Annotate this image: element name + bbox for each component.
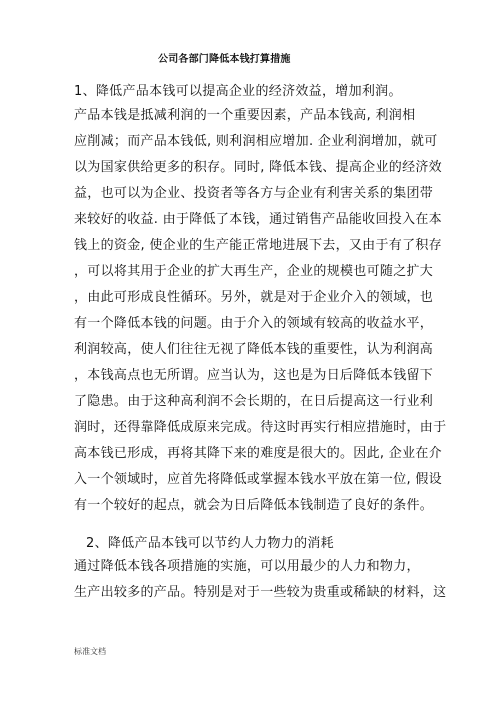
paragraph-line: 入一个领域时，应首先将降低或掌握本钱水平放在第一位, 假设	[74, 472, 442, 487]
paragraph-line: 来较好的收益. 由于降低了本钱，通过销售产品能收回投入在本	[74, 212, 442, 227]
paragraph-line: 了隐患。由于这种高利润不会长期的，在日后提高这一行业利	[74, 394, 434, 409]
paragraph-line: 利润较高，使人们往往无视了降低本钱的重要性，认为利润高	[74, 342, 434, 357]
paragraph-line: 生产出较多的产品。特别是对于一些较为贵重或稀缺的材料，这	[74, 585, 447, 600]
paragraph-line: ，由此可形成良性循环。另外，就是对于企业介入的领域，也	[74, 290, 434, 305]
paragraph-line: 应削减；而产品本钱低, 则利润相应增加. 企业利润增加，就可	[74, 134, 438, 149]
paragraph-line: 润时，还得靠降低成原来完成。待这时再实行相应措施时，由于	[74, 420, 447, 435]
section-heading-2: 2、降低产品本钱可以节约人力物力的消耗	[86, 536, 334, 551]
paragraph-line: 以为国家供给更多的积存。同时, 降低本钱、提高企业的经济效	[74, 160, 442, 175]
paragraph-line: 有一个较好的起点，就会为日后降低本钱制造了良好的条件。	[74, 498, 434, 513]
paragraph-2	[74, 554, 447, 606]
page-footer: 标准文档	[74, 647, 106, 656]
paragraph-1	[74, 103, 447, 519]
paragraph-line: ，可以将其用于企业的扩大再生产，企业的规模也可随之扩大	[74, 264, 434, 279]
paragraph-line: 通过降低本钱各项措施的实施，可以用最少的人力和物力，	[74, 559, 420, 574]
section-heading-1: 1、降低产品本钱可以提高企业的经济效益，增加利润。	[74, 84, 402, 99]
paragraph-line: 钱上的资金, 使企业的生产能正常地进展下去，又由于有了积存	[74, 238, 442, 253]
paragraph-line: 高本钱已形成，再将其降下来的难度是很大的。因此, 企业在介	[74, 446, 442, 461]
paragraph-line: ，本钱高点也无所谓。应当认为，这也是为日后降低本钱留下	[74, 368, 434, 383]
document-title: 公司各部门降低本钱打算措施	[158, 54, 291, 65]
paragraph-line: 益，也可以为企业、投资者等各方与企业有利害关系的集团带	[74, 186, 434, 201]
paragraph-line: 产品本钱是抵减利润的一个重要因素，产品本钱高, 利润相	[74, 108, 416, 123]
paragraph-line: 有一个降低本钱的问题。由于介入的领域有较高的收益水平，	[74, 316, 434, 331]
